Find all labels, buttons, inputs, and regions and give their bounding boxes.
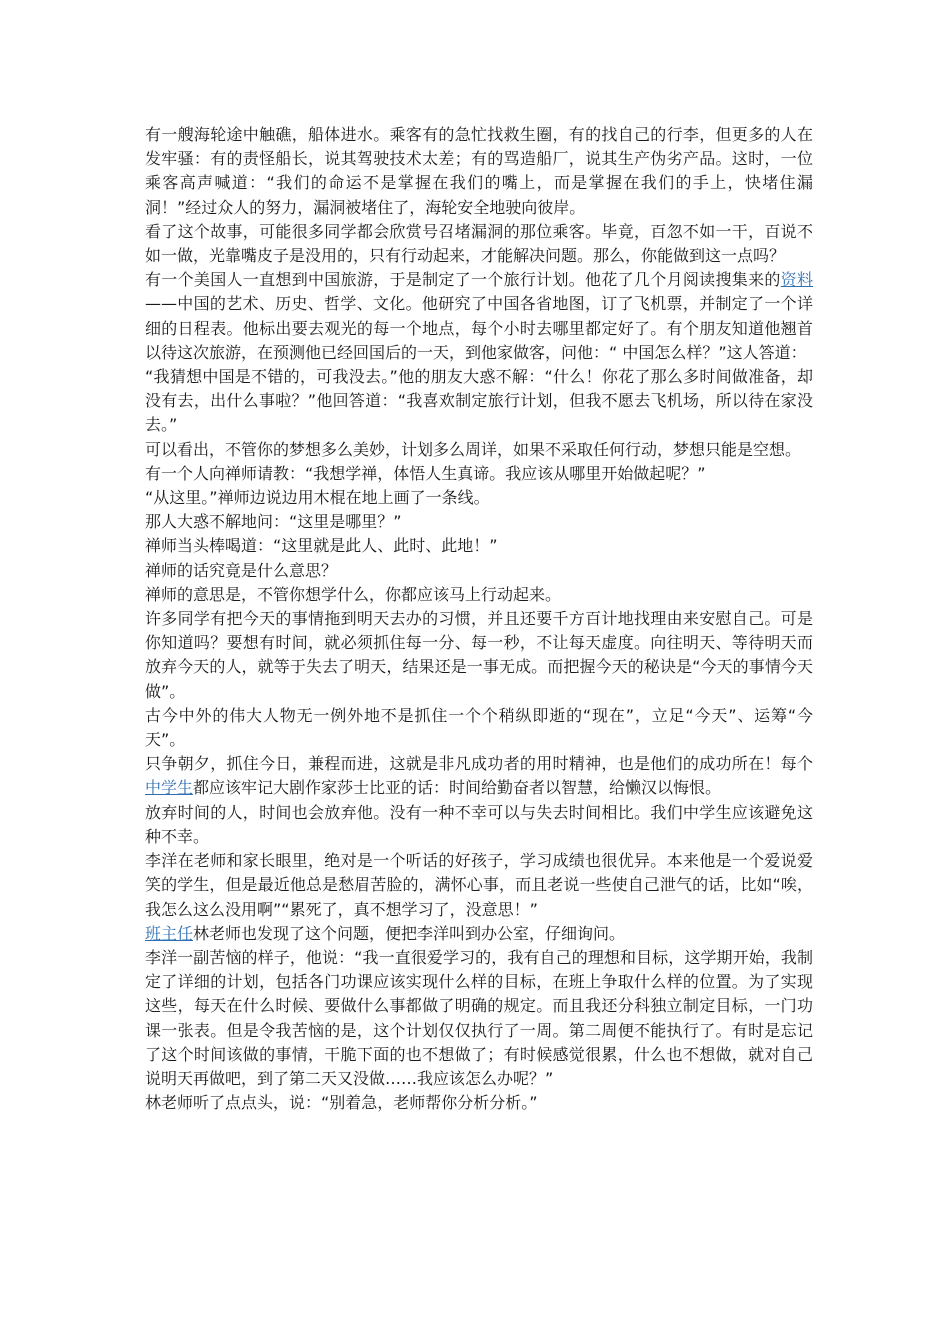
paragraph-text: 禅师当头棒喝道：“这里就是此人、此时、此地！” [145,536,498,556]
paragraph [145,849,813,922]
paragraph [145,583,813,607]
paragraph-text: 只争朝夕，抓住今日，兼程而进，这就是非凡成功者的用时精神，也是他们的成功所在！每个 [145,754,813,774]
paragraph [145,438,813,462]
paragraph [145,946,813,1091]
paragraph [145,1091,813,1115]
paragraph [145,801,813,849]
paragraph [145,607,813,704]
inline-link[interactable]: 资料 [780,270,813,290]
paragraph-text: 禅师的话究竟是什么意思？ [145,560,338,580]
paragraph-text: 那人大惑不解地问：“这里是哪里？” [145,512,402,532]
paragraph-text: 看了这个故事，可能很多同学都会欣赏号召堵漏洞的那位乘客。毕竟，百忽不如一干，百说不如一做，光靠嘴皮子是没用的，只有行动起来，才能解决问题。那么，你能做到这一点吗？ [145,221,813,266]
paragraph [145,462,813,486]
paragraph-text: 禅师的意思是，不管你想学什么，你都应该马上行动起来。 [145,584,562,604]
paragraph-text: ——中国的艺术、历史、哲学、文化。他研究了中国各省地图，订了飞机票，并制定了一个详细的日程表。他标出要去观光的每一个地点，每个小时去哪里都定好了。有个朋友知道他翘首以待这次旅游，在预测他已经回国后的一天，到他家做客，问他：“ 中国怎么样？”这人答道： [145,294,813,362]
paragraph-text: 林老师听了点点头，说：“别着急，老师帮你分析分析。” [145,1093,538,1113]
paragraph [145,365,813,438]
paragraph-text: 有一艘海轮途中触礁，船体进水。乘客有的急忙找救生圈，有的找自己的行李，但更多的人在发牢骚：有的责怪船长，说其驾驶技术太差；有的骂造船厂，说其生产伪劣产品。这时，一位乘客高声喊道：“我们的命运不是掌握在我们的嘴上，而是掌握在我们的手上，快堵住漏洞！”经过众人的努力，漏洞被堵住了，海轮安全地驶向彼岸。 [145,125,813,217]
paragraph-text: 有一个人向禅师请教：“我想学禅，体悟人生真谛。我应该从哪里开始做起呢？” [145,463,706,483]
paragraph [145,123,813,220]
paragraph [145,220,813,268]
paragraph-text: 李洋在老师和家长眼里，绝对是一个听话的好孩子，学习成绩也很优异。本来他是一个爱说爱笑的学生，但是最近他总是愁眉苦脸的，满怀心事，而且老说一些使自己泄气的话，比如“唉，我怎么这么没用啊”“累死了，真不想学习了，没意思！” [145,851,813,919]
paragraph-text: 许多同学有把今天的事情拖到明天去办的习惯，并且还要千方百计地找理由来安慰自己。可是你知道吗？要想有时间，就必须抓住每一分、每一秒，不让每天虚度。向往明天、等待明天而放弃今天的人，就等于失去了明天，结果还是一事无成。而把握今天的秘诀是“今天的事情今天做”。 [145,609,813,701]
inline-link[interactable]: 中学生 [145,778,194,798]
paragraph [145,534,813,558]
paragraph-text: 都应该牢记大剧作家莎士比亚的话：时间给勤奋者以智慧，给懒汉以悔恨。 [193,778,722,798]
paragraph-text: 放弃时间的人，时间也会放弃他。没有一种不幸可以与失去时间相比。我们中学生应该避免这种不幸。 [145,802,813,846]
paragraph [145,704,813,752]
paragraph [145,486,813,510]
document-body [145,123,813,1115]
paragraph-text: 有一个美国人一直想到中国旅游，于是制定了一个旅行计划。他花了几个月阅读搜集来的 [145,270,781,290]
paragraph [145,752,813,800]
paragraph-text: 李洋一副苦恼的样子，他说：“我一直很爱学习的，我有自己的理想和目标，这学期开始，我制定了详细的计划，包括各门功课应该实现什么样的目标，在班上争取什么样的位置。为了实现这些，每天在什么时候、要做什么事都做了明确的规定。而且我还分科独立制定目标，一门功课一张表。但是令我苦恼的是，这个计划仅仅执行了一周。第二周便不能执行了。有时是忘记了这个时间该做的事情，干脆下面的也不想做了；有时候感觉很累，什么也不想做，就对自己说明天再做吧，到了第二天又没做……我应该怎么办呢？” [145,947,813,1088]
paragraph [145,510,813,534]
paragraph-text: 林老师也发现了这个问题，便把李洋叫到办公室，仔细询问。 [193,923,626,943]
paragraph-text: “我猜想中国是不错的，可我没去。”他的朋友大惑不解：“什么！你花了那么多时间做准备，却没有去，出什么事啦？”他回答道：“我喜欢制定旅行计划，但我不愿去飞机场，所以待在家没去。” [145,367,813,435]
inline-link[interactable]: 班主任 [145,923,194,943]
paragraph [145,559,813,583]
paragraph [145,922,813,946]
paragraph-text: “从这里。”禅师边说边用木棍在地上画了一条线。 [145,488,490,508]
paragraph-text: 古今中外的伟大人物无一例外地不是抓住一个个稍纵即逝的“现在”，立足“今天”、运筹“今天”。 [145,705,813,750]
paragraph [145,268,813,365]
paragraph-text: 可以看出，不管你的梦想多么美妙，计划多么周详，如果不采取任何行动，梦想只能是空想。 [145,439,802,459]
